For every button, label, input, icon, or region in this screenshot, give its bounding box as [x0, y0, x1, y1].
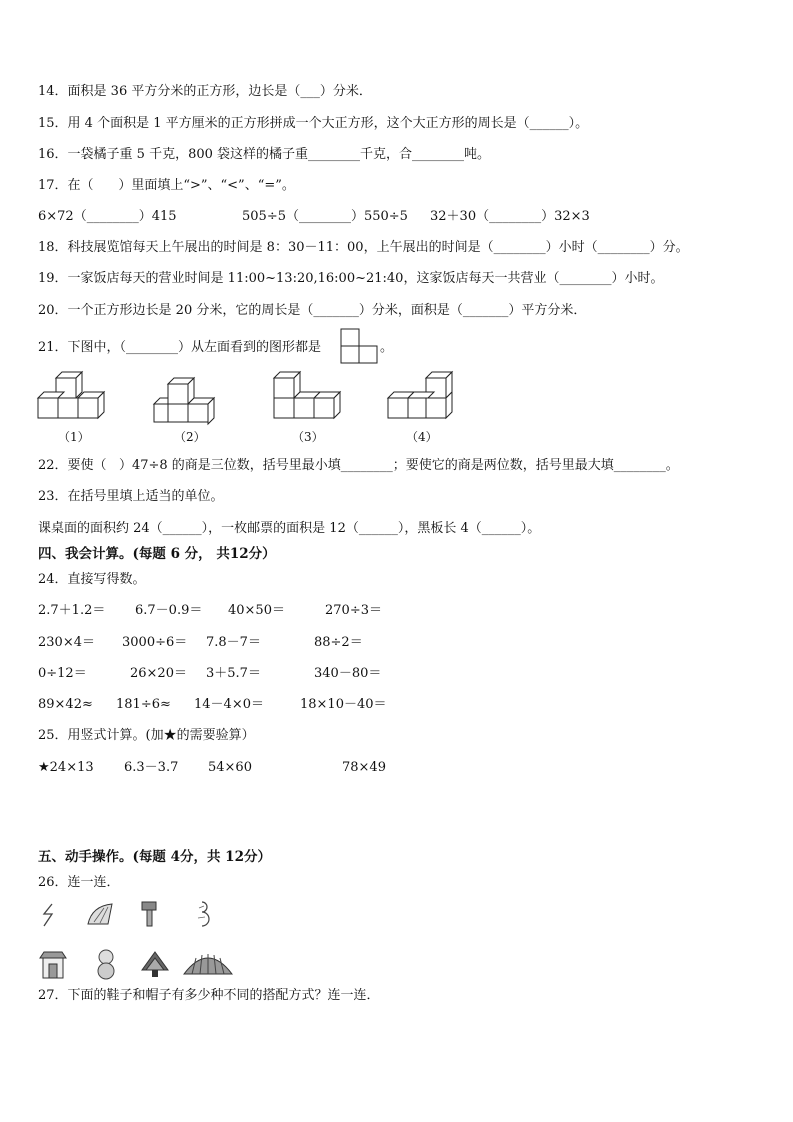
calc-item: 89×42≈ [38, 697, 93, 712]
section-5-heading: 五、动手操作。(每题 4分，共 12分） [38, 849, 271, 865]
vertical-calc-item: 54×60 [208, 760, 252, 775]
question-20: 20．一个正方形边长是 20 分米，它的周长是（_______）分米，面积是（_______）平方分米． [38, 303, 587, 318]
calc-item: 3000÷6＝ [122, 635, 188, 650]
calc-item: 3＋5.7＝ [206, 666, 261, 681]
q17-item: 6×72（________）415 [38, 209, 177, 224]
q23-line: 课桌面的面积约 24（______），一枚邮票的面积是 12（______），黑板长 4（______）。 [38, 521, 541, 536]
calc-item: 18×10－40＝ [300, 697, 387, 712]
snowman-partial-icon [194, 900, 210, 930]
snowman-icon [94, 948, 118, 980]
figure-caption: （1） [58, 430, 90, 444]
section-4-heading: 四、我会计算。(每题 6 分， 共12分） [38, 546, 276, 562]
question-17: 17．在（ ）里面填上“>”、“<”、“=”。 [38, 178, 295, 193]
calc-item: 181÷6≈ [116, 697, 171, 712]
question-21: 21．下图中，（________）从左面看到的图形都是 [38, 340, 322, 355]
question-24: 24．直接写得数。 [38, 572, 146, 587]
question-27: 27．下面的鞋子和帽子有多少种不同的搭配方式？连一连． [38, 988, 380, 1003]
question-16: 16．一袋橘子重 5 千克，800 袋这样的橘子重________千克，合________吨。 [38, 147, 491, 162]
question-26: 26．连一连． [38, 875, 120, 890]
vertical-calc-item: ★24×13 [38, 760, 94, 775]
tree-partial-icon [140, 900, 160, 928]
calc-item: 230×4＝ [38, 635, 95, 650]
vertical-calc-item: 6.3－3.7 [124, 760, 179, 775]
calc-item: 7.8－7＝ [206, 635, 261, 650]
question-23: 23．在括号里填上适当的单位。 [38, 489, 224, 504]
calc-item: 6.7－0.9＝ [135, 603, 203, 618]
calc-item: 40×50＝ [228, 603, 285, 618]
calc-item: 88÷2＝ [314, 635, 363, 650]
cube-figure-1 [36, 370, 106, 422]
calc-item: 270÷3＝ [325, 603, 382, 618]
question-15: 15．用 4 个面积是 1 平方厘米的正方形拼成一个大正方形，这个大正方形的周长是（______）。 [38, 116, 589, 131]
umbrella-partial-icon [86, 902, 114, 926]
side-view-shape-icon [340, 328, 380, 366]
cube-figure-3 [272, 370, 342, 422]
figure-caption: （2） [174, 430, 206, 444]
question-22: 22．要使（ ）47÷8 的商是三位数，括号里最小填________；要使它的商是两位数，括号里最大填________。 [38, 458, 679, 473]
zigzag-partial-icon [40, 902, 60, 928]
question-18: 18．科技展览馆每天上午展出的时间是 8：30－11：00，上午展出的时间是（________）小时（________）分。 [38, 240, 689, 255]
calc-item: 0÷12＝ [38, 666, 87, 681]
figure-caption: （3） [292, 430, 324, 444]
question-25: 25．用竖式计算。(加★的需要验算） [38, 728, 255, 743]
tree-icon [140, 950, 170, 978]
cube-figure-2 [152, 376, 222, 422]
calc-item: 14－4×0＝ [194, 697, 264, 712]
question-19: 19．一家饭店每天的营业时间是 11:00~13:20,16:00~21:40，这家饭店每天一共营业（________）小时。 [38, 271, 664, 286]
calc-item: 340－80＝ [314, 666, 382, 681]
calc-item: 2.7＋1.2＝ [38, 603, 106, 618]
question-14: 14．面积是 36 平方分米的正方形，边长是（___）分米． [38, 84, 372, 99]
q17-item: 32＋30（________）32×3 [430, 209, 590, 224]
figure-caption: （4） [406, 430, 438, 444]
calc-item: 26×20＝ [130, 666, 187, 681]
umbrella-icon [182, 950, 234, 978]
house-icon [38, 950, 68, 980]
cube-figure-4 [386, 370, 456, 422]
q17-item: 505÷5（________）550÷5 [242, 209, 408, 224]
vertical-calc-item: 78×49 [342, 760, 386, 775]
q21-end-mark: 。 [380, 340, 394, 355]
